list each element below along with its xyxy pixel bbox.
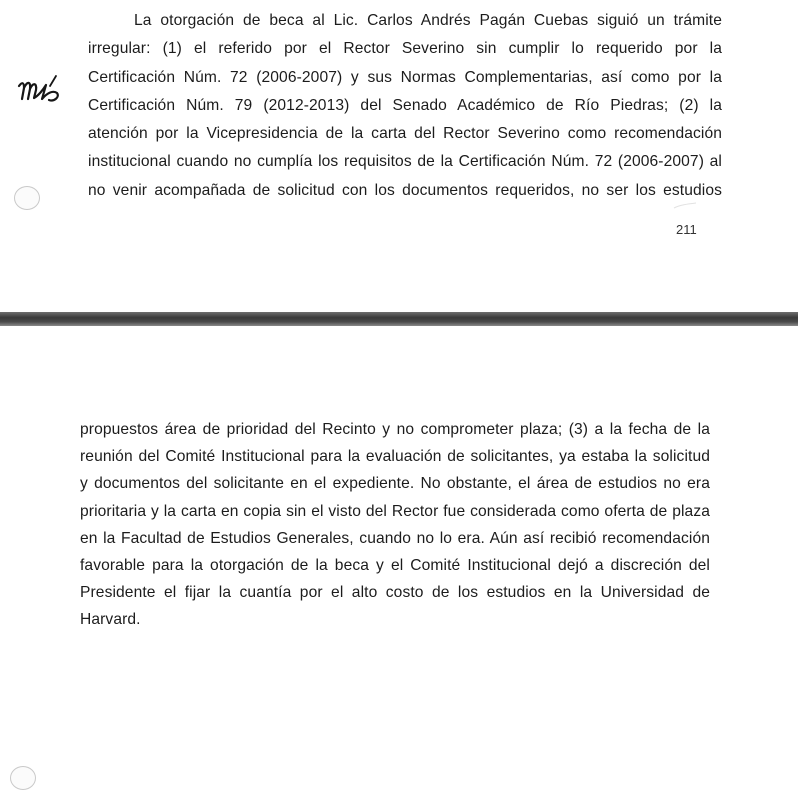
page-separator	[0, 312, 798, 326]
punch-hole-icon	[10, 766, 36, 790]
text-line: Harvard.	[80, 611, 141, 629]
text-line: Presidente el fijar la cuantía por el alto costo de los estudios en la Universidad de	[80, 584, 710, 602]
text-line: en la Facultad de Estudios Generales, cuando no lo era. Aún así recibió recomendación	[80, 529, 710, 547]
text-line: favorable para la otorgación de la beca y el Comité Institucional dejó a discreción del	[80, 556, 710, 574]
scan-smudge	[672, 202, 698, 210]
text-line: Certificación Núm. 79 (2012-2013) del Senado Académico de Río Piedras; (2) la	[88, 96, 722, 114]
text-line: atención por la Vicepresidencia de la carta del Rector Severino como recomendación	[88, 125, 722, 143]
text-line: y documentos del solicitante en el expediente. No obstante, el área de estudios no era	[80, 475, 710, 493]
text-line: irregular: (1) el referido por el Rector Severino sin cumplir lo requerido por la	[88, 40, 722, 58]
handwritten-initials	[16, 72, 68, 106]
body-paragraph	[88, 7, 722, 205]
text-line: reunión del Comité Institucional para la evaluación de solicitantes, ya estaba la solicitud	[80, 448, 710, 466]
page-number: 211	[676, 222, 697, 237]
text-line: prioritaria y la carta en copia sin el visto del Rector fue considerada como oferta de plaza	[80, 502, 710, 520]
punch-hole-icon	[14, 186, 40, 210]
text-line: La otorgación de beca al Lic. Carlos Andrés Pagán Cuebas siguió un trámite	[134, 12, 722, 29]
text-line: Certificación Núm. 72 (2006-2007) y sus Normas Complementarias, así como por la	[88, 68, 722, 86]
text-line: institucional cuando no cumplía los requisitos de la Certificación Núm. 72 (2006-2007) al	[88, 153, 722, 171]
page-top	[0, 0, 798, 312]
body-paragraph-continued	[80, 416, 710, 634]
text-line: propuestos área de prioridad del Recinto y no comprometer plaza; (3) a la fecha de la	[80, 421, 710, 438]
text-line: no venir acompañada de solicitud con los documentos requeridos, no ser los estudios	[88, 181, 722, 199]
